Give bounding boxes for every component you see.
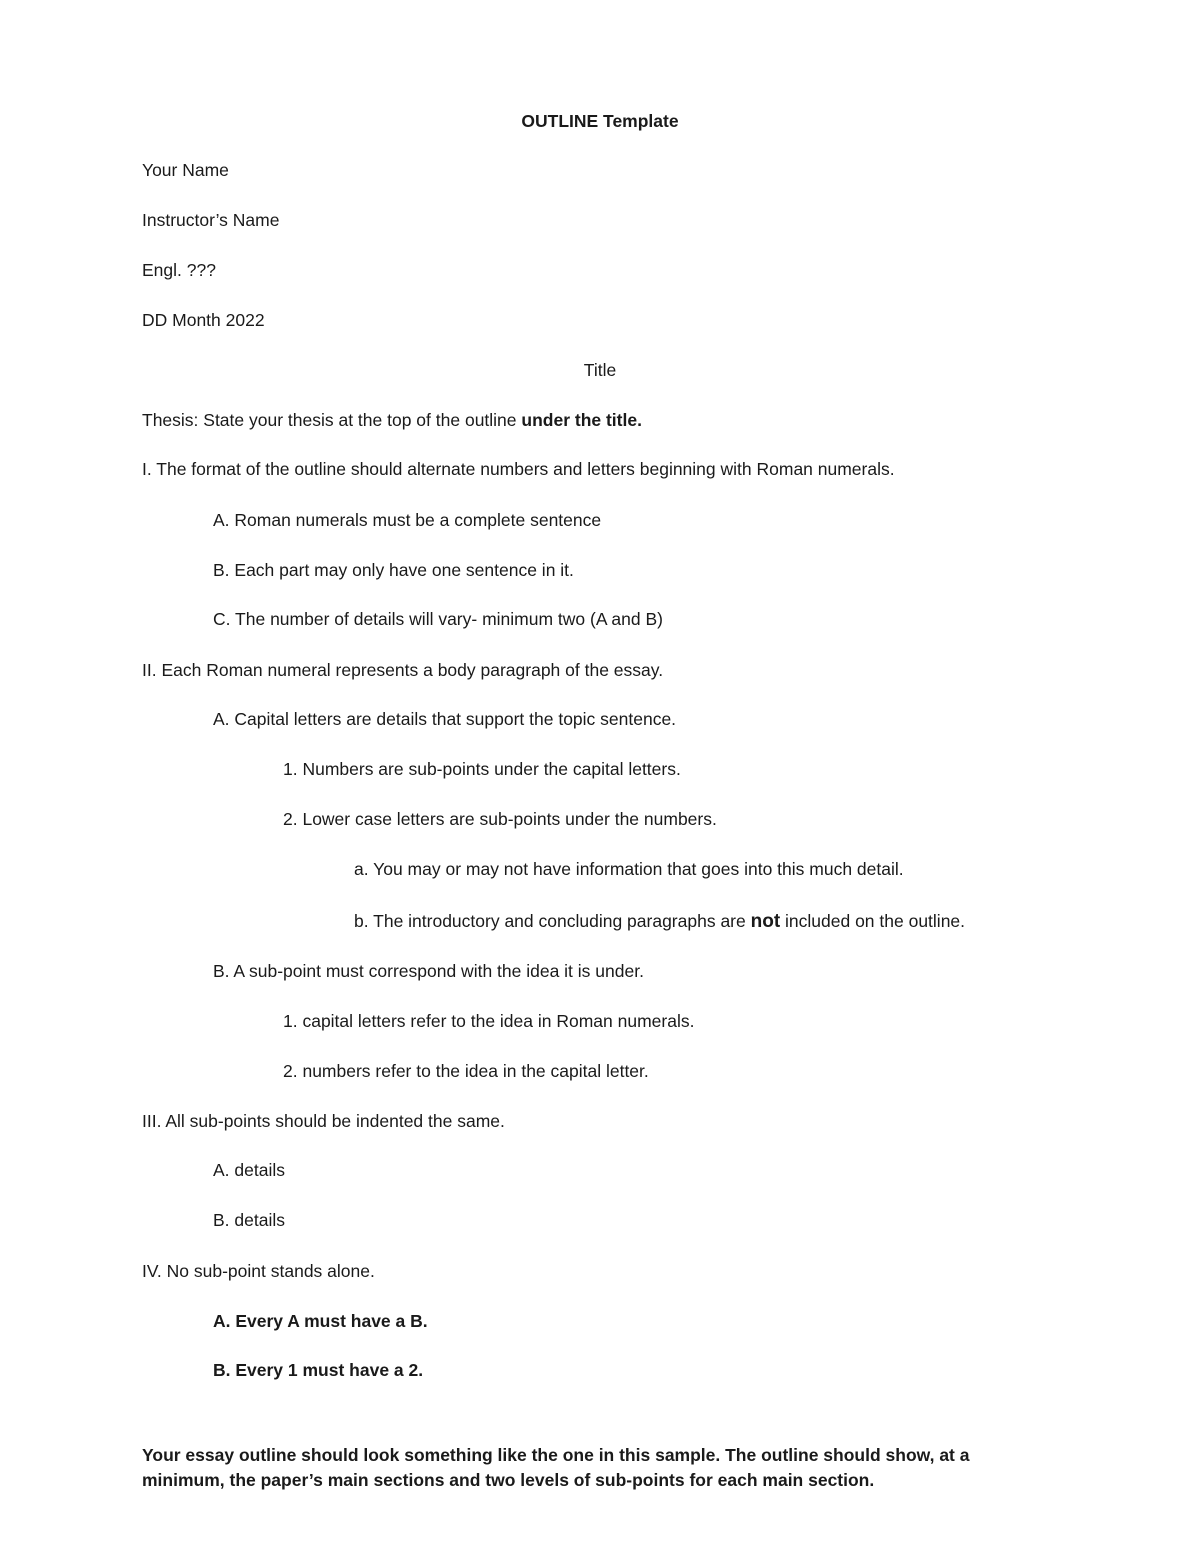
outline-item-ii-a-2-a: a. You may or may not have information that goes into this much detail. bbox=[354, 859, 904, 879]
outline-item-iv: IV. No sub-point stands alone. bbox=[142, 1261, 375, 1281]
student-name: Your Name bbox=[142, 160, 229, 180]
outline-item-ii-a-2: 2. Lower case letters are sub-points under the numbers. bbox=[283, 809, 717, 829]
outline-item-ii-b-2: 2. numbers refer to the idea in the capital letter. bbox=[283, 1061, 649, 1081]
date-line: DD Month 2022 bbox=[142, 310, 265, 330]
outline-item-i-a: A. Roman numerals must be a complete sentence bbox=[213, 510, 602, 530]
outline-item-i-b: B. Each part may only have one sentence in it. bbox=[213, 560, 574, 580]
outline-item-ii-a-1: 1. Numbers are sub-points under the capital letters. bbox=[283, 759, 681, 779]
outline-item-iii-a: A. details bbox=[213, 1160, 285, 1180]
outline-item-ii: II. Each Roman numeral represents a body paragraph of the essay. bbox=[142, 660, 664, 680]
outline-item-iv-a: A. Every A must have a B. bbox=[213, 1311, 428, 1331]
thesis-bold-text: under the title. bbox=[521, 410, 642, 430]
outline-item-i-c: C. The number of details will vary- minimum two (A and B) bbox=[213, 609, 663, 629]
outline-item-ii-b: B. A sub-point must correspond with the idea it is under. bbox=[213, 961, 644, 981]
outline-item-ii-b-1: 1. capital letters refer to the idea in Roman numerals. bbox=[283, 1011, 695, 1031]
outline-item-iv-b: B. Every 1 must have a 2. bbox=[213, 1360, 424, 1380]
document-title: OUTLINE Template bbox=[521, 111, 679, 131]
outline-item-iii: III. All sub-points should be indented the same. bbox=[142, 1111, 505, 1131]
outline-item-text: included on the outline. bbox=[780, 911, 966, 931]
footer-note-line-2: minimum, the paper’s main sections and two levels of sub-points for each main section. bbox=[142, 1470, 875, 1490]
outline-item-i: I. The format of the outline should alternate numbers and letters beginning with Roman numerals. bbox=[142, 459, 895, 479]
outline-item-text: b. The introductory and concluding paragraphs are bbox=[354, 911, 751, 931]
outline-item-ii-a-2-b bbox=[354, 909, 965, 934]
instructor-name: Instructor’s Name bbox=[142, 210, 280, 230]
footer-note-line-1: Your essay outline should look something like the one in this sample. The outline should show, at a bbox=[142, 1445, 970, 1465]
thesis-text: Thesis: State your thesis at the top of the outline bbox=[142, 410, 522, 430]
thesis-line bbox=[142, 408, 642, 432]
essay-title: Title bbox=[583, 360, 617, 380]
outline-item-ii-a: A. Capital letters are details that support the topic sentence. bbox=[213, 709, 677, 729]
outline-item-iii-b: B. details bbox=[213, 1210, 285, 1230]
course-name: Engl. ??? bbox=[142, 260, 216, 280]
emphasis-not: not bbox=[750, 911, 781, 932]
